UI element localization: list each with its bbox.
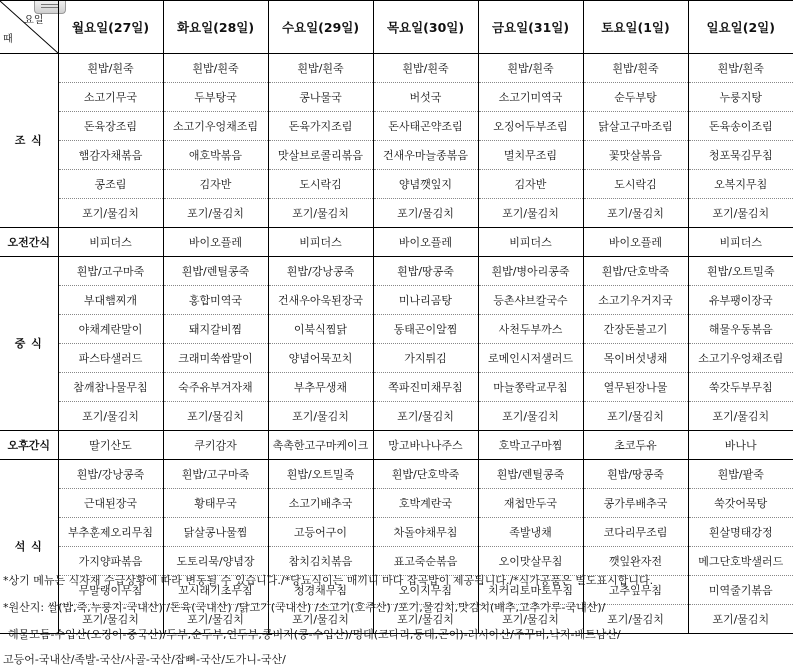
day-header: 월요일(27일)	[58, 1, 163, 54]
snack-row	[0, 431, 793, 460]
menu-item-cell: 황태무국	[163, 489, 268, 518]
menu-item-cell: 부추훈제오리무침	[58, 518, 163, 547]
menu-item-cell: 포기/물김치	[163, 605, 268, 634]
day-header: 화요일(28일)	[163, 1, 268, 54]
menu-item-cell: 고추잎무침	[583, 576, 688, 605]
menu-item-cell: 닭살고구마조림	[583, 112, 688, 141]
menu-item-cell: 흰밥/단호박죽	[373, 460, 478, 489]
menu-item-cell: 간장돈불고기	[583, 315, 688, 344]
menu-item-cell: 돈육장조림	[58, 112, 163, 141]
menu-item-cell: 메그단호박샐러드	[688, 547, 793, 576]
menu-item-cell: 고등어구이	[268, 518, 373, 547]
menu-item-cell: 흰밥/렌틸콩죽	[478, 460, 583, 489]
menu-item-cell: 버섯국	[373, 83, 478, 112]
menu-item-cell: 사천두부까스	[478, 315, 583, 344]
menu-item-cell: 무말랭이무침	[58, 576, 163, 605]
menu-item-cell: 애호박볶음	[163, 141, 268, 170]
menu-item-cell: 촉촉한고구마케이크	[268, 431, 373, 460]
menu-item-cell: 부추무생채	[268, 373, 373, 402]
menu-item-cell: 콩조림	[58, 170, 163, 199]
menu-item-cell: 흰살명태강정	[688, 518, 793, 547]
meal-row	[0, 54, 793, 83]
menu-item-cell: 표고죽순볶음	[373, 547, 478, 576]
menu-item-cell: 소고기우거지국	[583, 286, 688, 315]
meal-row	[0, 141, 793, 170]
menu-item-cell: 비피더스	[268, 228, 373, 257]
menu-item-cell: 포기/물김치	[478, 402, 583, 431]
menu-item-cell: 쪽파진미채무침	[373, 373, 478, 402]
menu-item-cell: 흰밥/흰죽	[58, 54, 163, 83]
menu-item-cell: 해물우동볶음	[688, 315, 793, 344]
menu-item-cell: 코다리무조림	[583, 518, 688, 547]
note-origin-cont2: 고등어-국내산/족발-국산/사골-국산/잡뼈-국산/도가니-국산/	[3, 653, 286, 666]
menu-item-cell: 바이오플레	[583, 228, 688, 257]
menu-item-cell: 흰밥/렌틸콩죽	[163, 257, 268, 286]
menu-item-cell: 야채계란말이	[58, 315, 163, 344]
menu-item-cell: 유부팽이장국	[688, 286, 793, 315]
menu-item-cell: 호박계란국	[373, 489, 478, 518]
menu-item-cell: 바이오플레	[373, 228, 478, 257]
menu-item-cell: 콩나물국	[268, 83, 373, 112]
menu-item-cell: 오징어두부조림	[478, 112, 583, 141]
day-header: 목요일(30일)	[373, 1, 478, 54]
menu-item-cell: 흰밥/땅콩죽	[373, 257, 478, 286]
menu-item-cell: 햄감자채볶음	[58, 141, 163, 170]
meal-row	[0, 112, 793, 141]
menu-item-cell: 닭살콩나물찜	[163, 518, 268, 547]
menu-item-cell: 미나리곰탕	[373, 286, 478, 315]
menu-item-cell: 흰밥/단호박죽	[583, 257, 688, 286]
meal-row	[0, 83, 793, 112]
corner-meal-label: 때	[3, 34, 13, 45]
meal-row	[0, 315, 793, 344]
menu-item-cell: 호박고구마찜	[478, 431, 583, 460]
menu-item-cell: 재첩만두국	[478, 489, 583, 518]
menu-item-cell: 꼬시래기초무침	[163, 576, 268, 605]
menu-item-cell: 콩가루배추국	[583, 489, 688, 518]
menu-item-cell: 맛살브로콜리볶음	[268, 141, 373, 170]
meal-row	[0, 402, 793, 431]
menu-item-cell: 양념어묵꼬치	[268, 344, 373, 373]
meal-row	[0, 286, 793, 315]
menu-item-cell: 차돌야채무침	[373, 518, 478, 547]
menu-item-cell: 쑥갓어묵탕	[688, 489, 793, 518]
menu-item-cell: 포기/물김치	[58, 605, 163, 634]
menu-item-cell: 포기/물김치	[583, 605, 688, 634]
menu-item-cell: 오이지무침	[373, 576, 478, 605]
menu-item-cell: 쑥갓두부무침	[688, 373, 793, 402]
menu-item-cell: 흰밥/강낭콩죽	[58, 460, 163, 489]
menu-item-cell: 청경채무침	[268, 576, 373, 605]
menu-item-cell: 소고기무국	[58, 83, 163, 112]
day-header-row	[0, 1, 793, 54]
corner-diagonal	[0, 1, 58, 53]
menu-item-cell: 도토리묵/양념장	[163, 547, 268, 576]
day-header: 토요일(1일)	[583, 1, 688, 54]
menu-item-cell: 멸치무조림	[478, 141, 583, 170]
menu-item-cell: 미역줄기볶음	[688, 576, 793, 605]
meal-period-label: 오후간식	[0, 431, 58, 460]
menu-item-cell: 포기/물김치	[373, 402, 478, 431]
menu-item-cell: 로메인시저샐러드	[478, 344, 583, 373]
menu-item-cell: 포기/물김치	[478, 605, 583, 634]
meal-period-label: 석 식	[0, 460, 58, 634]
note-menu-change: *상기 메뉴는 식자재 수급상황에 따라 변동될 수 있습니다./*당뇨식이는 매끼니 마다 잡곡밥이 제공됩니다./*식가공품은 별도표시합니다.	[3, 574, 654, 587]
menu-item-cell: 흰밥/강낭콩죽	[268, 257, 373, 286]
menu-item-cell: 망고바나나주스	[373, 431, 478, 460]
menu-item-cell: 도시락김	[583, 170, 688, 199]
menu-item-cell: 포기/물김치	[688, 605, 793, 634]
menu-item-cell: 포기/물김치	[268, 402, 373, 431]
meal-row	[0, 373, 793, 402]
menu-item-cell: 건새우아욱된장국	[268, 286, 373, 315]
menu-item-cell: 참치김치볶음	[268, 547, 373, 576]
menu-item-cell: 부대햄찌개	[58, 286, 163, 315]
menu-item-cell: 족발냉채	[478, 518, 583, 547]
menu-item-cell: 돈육가지조림	[268, 112, 373, 141]
menu-item-cell: 포기/물김치	[583, 402, 688, 431]
meal-row	[0, 199, 793, 228]
menu-item-cell: 소고기우엉채조림	[688, 344, 793, 373]
menu-item-cell: 오복지무침	[688, 170, 793, 199]
menu-item-cell: 열무된장나물	[583, 373, 688, 402]
menu-item-cell: 돈육송이조림	[688, 112, 793, 141]
menu-item-cell: 흰밥/병아리콩죽	[478, 257, 583, 286]
menu-item-cell: 청포묵김무침	[688, 141, 793, 170]
menu-item-cell: 참깨참나물무침	[58, 373, 163, 402]
menu-item-cell: 파스타샐러드	[58, 344, 163, 373]
menu-item-cell: 포기/물김치	[163, 402, 268, 431]
menu-item-cell: 돈사태곤약조림	[373, 112, 478, 141]
menu-item-cell: 동태곤이알찜	[373, 315, 478, 344]
day-header: 금요일(31일)	[478, 1, 583, 54]
menu-item-cell: 흰밥/흰죽	[373, 54, 478, 83]
menu-item-cell: 포기/물김치	[688, 199, 793, 228]
menu-item-cell: 포기/물김치	[268, 605, 373, 634]
menu-item-cell: 도시락김	[268, 170, 373, 199]
menu-item-cell: 흰밥/오트밀죽	[268, 460, 373, 489]
day-header: 수요일(29일)	[268, 1, 373, 54]
meal-period-label: 조 식	[0, 54, 58, 228]
meal-row	[0, 344, 793, 373]
menu-item-cell: 김자반	[478, 170, 583, 199]
menu-item-cell: 포기/물김치	[58, 199, 163, 228]
menu-item-cell: 홍합미역국	[163, 286, 268, 315]
menu-item-cell: 치커리토마토무침	[478, 576, 583, 605]
meal-row	[0, 257, 793, 286]
menu-item-cell: 돼지갈비찜	[163, 315, 268, 344]
menu-item-cell: 가지양파볶음	[58, 547, 163, 576]
menu-item-cell: 이북식찜닭	[268, 315, 373, 344]
menu-item-cell: 비피더스	[688, 228, 793, 257]
menu-item-cell: 두부탕국	[163, 83, 268, 112]
menu-item-cell: 흰밥/흰죽	[163, 54, 268, 83]
menu-item-cell: 포기/물김치	[163, 199, 268, 228]
menu-item-cell: 꽃맛살볶음	[583, 141, 688, 170]
meal-row	[0, 170, 793, 199]
meal-row	[0, 518, 793, 547]
menu-item-cell: 누룽지탕	[688, 83, 793, 112]
menu-item-cell: 흰밥/흰죽	[583, 54, 688, 83]
menu-item-cell: 목이버섯냉채	[583, 344, 688, 373]
menu-item-cell: 포기/물김치	[373, 199, 478, 228]
menu-item-cell: 비피더스	[58, 228, 163, 257]
meal-period-label: 중 식	[0, 257, 58, 431]
menu-item-cell: 근대된장국	[58, 489, 163, 518]
meal-row	[0, 460, 793, 489]
menu-item-cell: 흰밥/팥죽	[688, 460, 793, 489]
menu-item-cell: 소고기미역국	[478, 83, 583, 112]
menu-item-cell: 포기/물김치	[268, 199, 373, 228]
menu-item-cell: 마늘쫑락교무침	[478, 373, 583, 402]
menu-item-cell: 크래미쑥쌈말이	[163, 344, 268, 373]
menu-item-cell: 초코두유	[583, 431, 688, 460]
menu-item-cell: 소고기배추국	[268, 489, 373, 518]
note-origin: *원산지: 쌀(밥,죽,누룽지-국내산) /돈육(국내산) /닭고기(국내산) /소고기(호주산) /포기,물김치,맛김치(배추,고추가루-국내산)/	[3, 601, 606, 614]
menu-item-cell: 포기/물김치	[478, 199, 583, 228]
meal-period-label: 오전간식	[0, 228, 58, 257]
note-origin-cont: 해물모듬-수입산(오징어-중국산)/두부,순두부,연두부,콩비지(콩-수입산)/명태(코다리,동태,곤이)-러시아산/주꾸미,낙지-베트남산/	[8, 628, 621, 641]
menu-item-cell: 김자반	[163, 170, 268, 199]
menu-item-cell: 포기/물김치	[583, 199, 688, 228]
menu-item-cell: 포기/물김치	[688, 402, 793, 431]
menu-item-cell: 등촌샤브칼국수	[478, 286, 583, 315]
menu-item-cell: 포기/물김치	[373, 605, 478, 634]
menu-item-cell: 건새우마늘종볶음	[373, 141, 478, 170]
menu-item-cell: 소고기우엉채조림	[163, 112, 268, 141]
menu-item-cell: 바나나	[688, 431, 793, 460]
menu-item-cell: 흰밥/흰죽	[688, 54, 793, 83]
menu-item-cell: 흰밥/땅콩죽	[583, 460, 688, 489]
meal-row	[0, 489, 793, 518]
menu-item-cell: 양념깻잎지	[373, 170, 478, 199]
menu-item-cell: 딸기산도	[58, 431, 163, 460]
menu-item-cell: 깻잎완자전	[583, 547, 688, 576]
menu-item-cell: 흰밥/흰죽	[268, 54, 373, 83]
menu-item-cell: 비피더스	[478, 228, 583, 257]
snack-row	[0, 228, 793, 257]
menu-item-cell: 포기/물김치	[58, 402, 163, 431]
menu-item-cell: 오이맛살무침	[478, 547, 583, 576]
corner-day-label: 요일	[24, 15, 44, 26]
menu-item-cell: 순두부탕	[583, 83, 688, 112]
menu-item-cell: 흰밥/흰죽	[478, 54, 583, 83]
day-header: 일요일(2일)	[688, 1, 793, 54]
corner-header	[0, 1, 58, 54]
menu-item-cell: 흰밥/고구마죽	[163, 460, 268, 489]
menu-item-cell: 쿠키감자	[163, 431, 268, 460]
menu-item-cell: 숙주유부겨자채	[163, 373, 268, 402]
menu-item-cell: 가지튀김	[373, 344, 478, 373]
menu-item-cell: 흰밥/고구마죽	[58, 257, 163, 286]
menu-item-cell: 바이오플레	[163, 228, 268, 257]
menu-item-cell: 흰밥/오트밀죽	[688, 257, 793, 286]
